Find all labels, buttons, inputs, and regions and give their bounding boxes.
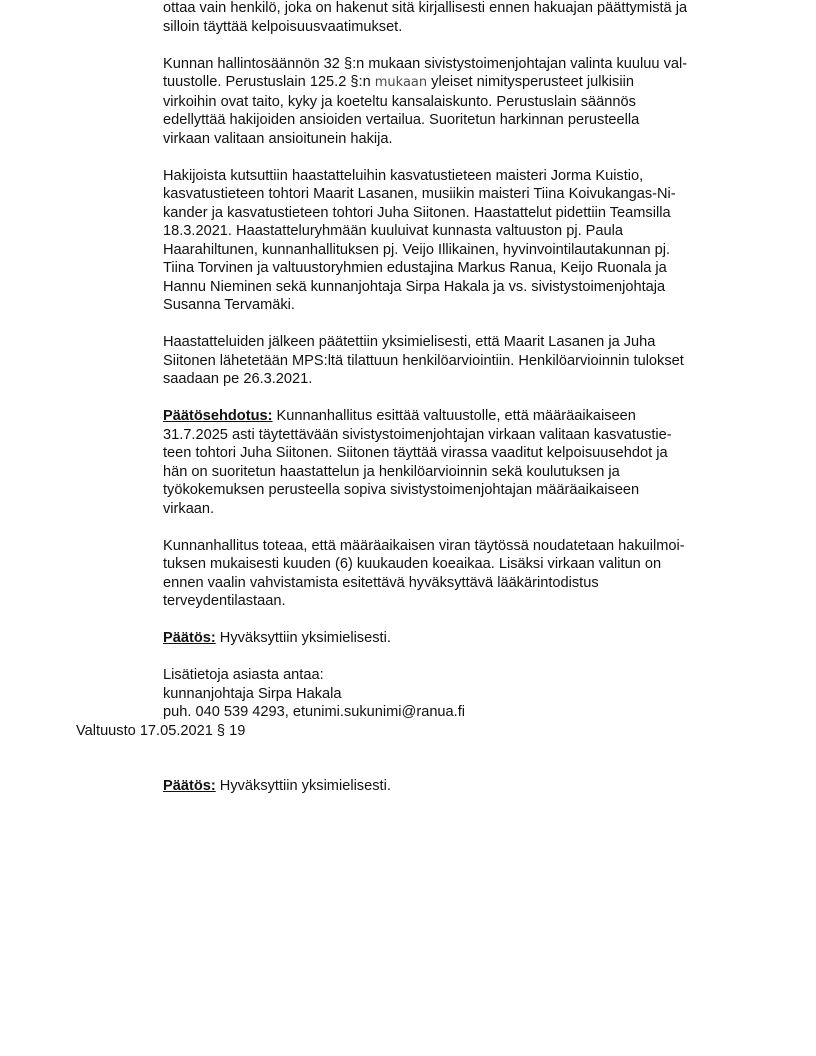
interviews-paragraph: Hakijoista kutsuttiin haastatteluihin kasvatustieteen maisteri Jorma Kuistio, kasvatustieteen tohtori Maarit Lasanen, musiikin maisteri Tiina Koivukangas-Ni- kander ja kasvatustieteen tohtori Juha Siitonen. Haastattelut pidettiin Teamsilla 18.3.2021. Haastatteluryhmään kuuluivat kunnasta valtuuston pj. Paula Haarahiltunen, kunnanhallituksen pj. Veijo Illikainen, hyvinvointilautakunnan pj. Tiina Torvinen ja valtuustoryhmien edustajina Markus Ranua, Keijo Ruonala ja Hannu Nieminen sekä kunnanjohtaja Sirpa Hakala ja vs. sivistystoimenjohtaja Susanna Tervamäki.: [163, 167, 676, 313]
proposal-text: Kunnanhallitus esittää valtuustolle, että määräaikaiseen 31.7.2025 asti täytettävään sivistystoimenjohtajan virkaan valitaan kasvatustie- teen tohtori Juha Siitonen. Siitonen täyttää virassa vaaditut kelpoisuusehdot ja hän on suoritetun haastattelun ja henkilöarvioinnin sekä koulutuksen ja työkokemuksen perusteella sopiva sivistystoimenjohtajan määräaikaiseen virkaan.: [163, 408, 672, 517]
legal-text-2: mukaan: [374, 75, 428, 90]
proposal-paragraph: [163, 407, 816, 518]
probation-paragraph: Kunnanhallitus toteaa, että määräaikaisen viran täytössä noudatetaan hakuilmoi- tuksen mukaisesti kuuden (6) kuukauden koeaikaa. Lisäksi virkaan valitun on ennen vaalin vahvistamista esitettävä hyväksyttävä lääkärintodistus terveydentilastaan.: [163, 537, 685, 609]
council-decision-label: Päätös:: [163, 778, 216, 794]
proposal-label: Päätösehdotus:: [163, 408, 273, 424]
legal-basis-paragraph: [163, 55, 816, 149]
decision-text: Hyväksyttiin yksimielisesti.: [215, 630, 391, 646]
council-decision-paragraph: [163, 777, 816, 796]
legal-text-1: Kunnan hallintosäännön 32 §:n mukaan sivistystoimenjohtajan valinta kuuluu val- tuustolle. Perustuslain 125.2 §:n: [163, 55, 688, 90]
legal-text-3: yleiset nimitysperusteet julkisiin virkoihin ovat taito, kyky ja koeteltu kansalaiskunto. Perustuslain säännös edellyttää hakijoiden ansioiden vertailua. Suoritetun harkinnan perusteella virkaan valitaan ansioitunein hakija.: [163, 74, 640, 147]
assessment-paragraph: Haastatteluiden jälkeen päätettiin yksimielisesti, että Maarit Lasanen ja Juha Siitonen lähetetään MPS:ltä tilattuun henkilöarviointiin. Henkilöarvioinnin tulokset saadaan pe 26.3.2021.: [163, 334, 684, 387]
council-decision-text: Hyväksyttiin yksimielisesti.: [215, 778, 391, 794]
council-heading: Valtuusto 17.05.2021 § 19: [76, 722, 246, 739]
contact-info: Lisätietoja asiasta antaa: kunnanjohtaja Sirpa Hakala puh. 040 539 4293, etunimi.sukunimi@ranua.fi: [163, 667, 466, 720]
decision-label: Päätös:: [163, 630, 216, 646]
eligibility-paragraph: ottaa vain henkilö, joka on hakenut sitä kirjallisesti ennen hakuajan päättymistä ja silloin täyttää kelpoisuusvaatimukset.: [163, 0, 688, 35]
decision-paragraph: [163, 629, 816, 648]
